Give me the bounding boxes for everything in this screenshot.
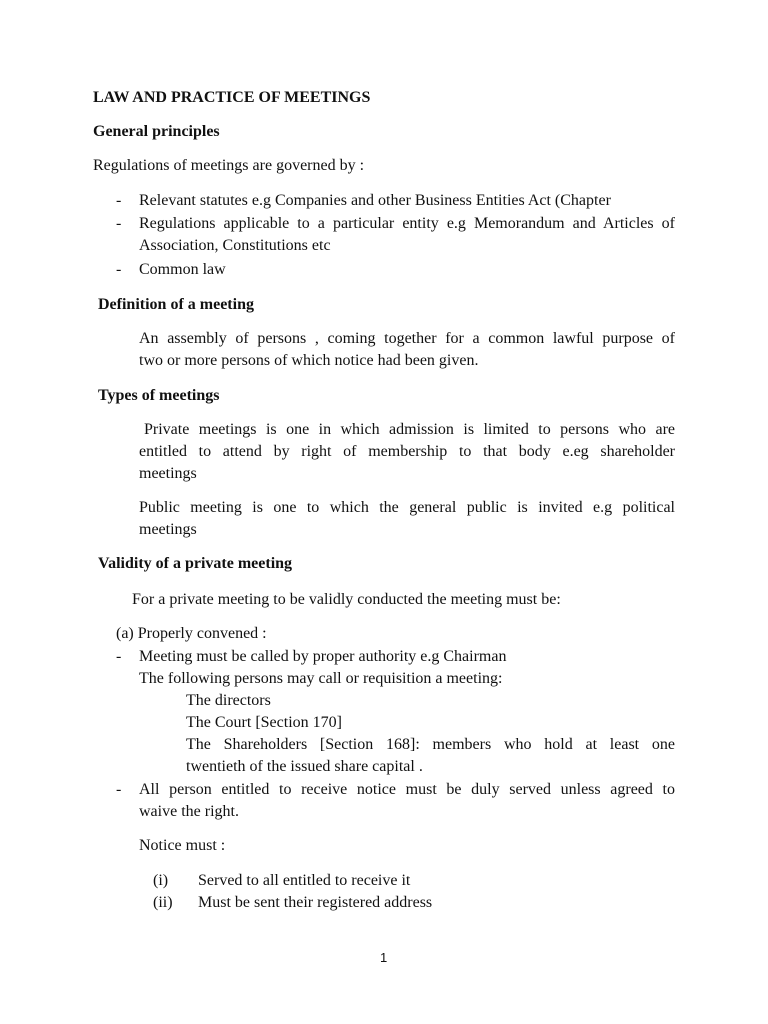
notice-line-1: All person entitled to receive notice must be duly served unless agreed to [139, 781, 675, 798]
definition-line-1: An assembly of persons , coming together for a common lawful purpose of [139, 330, 675, 347]
document-title: LAW AND PRACTICE OF MEETINGS [93, 89, 371, 106]
validity-persons-intro: The following persons may call or requisition a meeting: [139, 670, 503, 687]
section-heading-definition: Definition of a meeting [98, 296, 254, 313]
notice-item-text: Must be sent their registered address [198, 894, 433, 911]
general-intro: Regulations of meetings are governed by : [93, 157, 365, 174]
person-shareholders: The Shareholders [Section 168]: members who hold at least one [186, 736, 675, 753]
notice-item-text: Served to all entitled to receive it [198, 872, 411, 889]
person-court: The Court [Section 170] [186, 714, 342, 731]
private-meeting-line-2: entitled to attend by right of membership to that body e.eg shareholder [139, 443, 675, 460]
bullet-common-law: Common law [139, 261, 226, 278]
bullet-dash: - [116, 781, 122, 798]
definition-line-2: two or more persons of which notice had been given. [139, 352, 479, 369]
bullet-statutes: Relevant statutes e.g Companies and other Business Entities Act (Chapter [139, 192, 611, 209]
person-directors: The directors [186, 692, 271, 709]
section-heading-types: Types of meetings [98, 387, 220, 404]
public-meeting-line-2: meetings [139, 521, 197, 538]
notice-item-number: (ii) [153, 894, 173, 911]
section-heading-general-principles: General principles [93, 123, 220, 140]
bullet-regulations: Regulations applicable to a particular entity e.g Memorandum and Articles of [139, 215, 675, 232]
page-number: 1 [380, 950, 388, 965]
person-shareholders-cont: twentieth of the issued share capital . [186, 758, 423, 775]
bullet-dash: - [116, 192, 122, 209]
public-meeting-line-1: Public meeting is one to which the general public is invited e.g political [139, 499, 675, 516]
validity-sub-a: (a) Properly convened : [116, 625, 267, 642]
private-meeting-line-1: Private meetings is one in which admission is limited to persons who are [144, 421, 675, 438]
notice-must: Notice must : [139, 837, 226, 854]
bullet-dash: - [116, 648, 122, 665]
private-meeting-line-3: meetings [139, 465, 197, 482]
bullet-dash: - [116, 261, 122, 278]
bullet-regulations-cont: Association, Constitutions etc [139, 237, 331, 254]
notice-line-2: waive the right. [139, 803, 239, 820]
bullet-dash: - [116, 215, 122, 232]
notice-item-number: (i) [153, 872, 169, 889]
section-heading-validity: Validity of a private meeting [98, 555, 293, 572]
validity-authority: Meeting must be called by proper authority e.g Chairman [139, 648, 507, 665]
validity-intro: For a private meeting to be validly conducted the meeting must be: [132, 591, 561, 608]
